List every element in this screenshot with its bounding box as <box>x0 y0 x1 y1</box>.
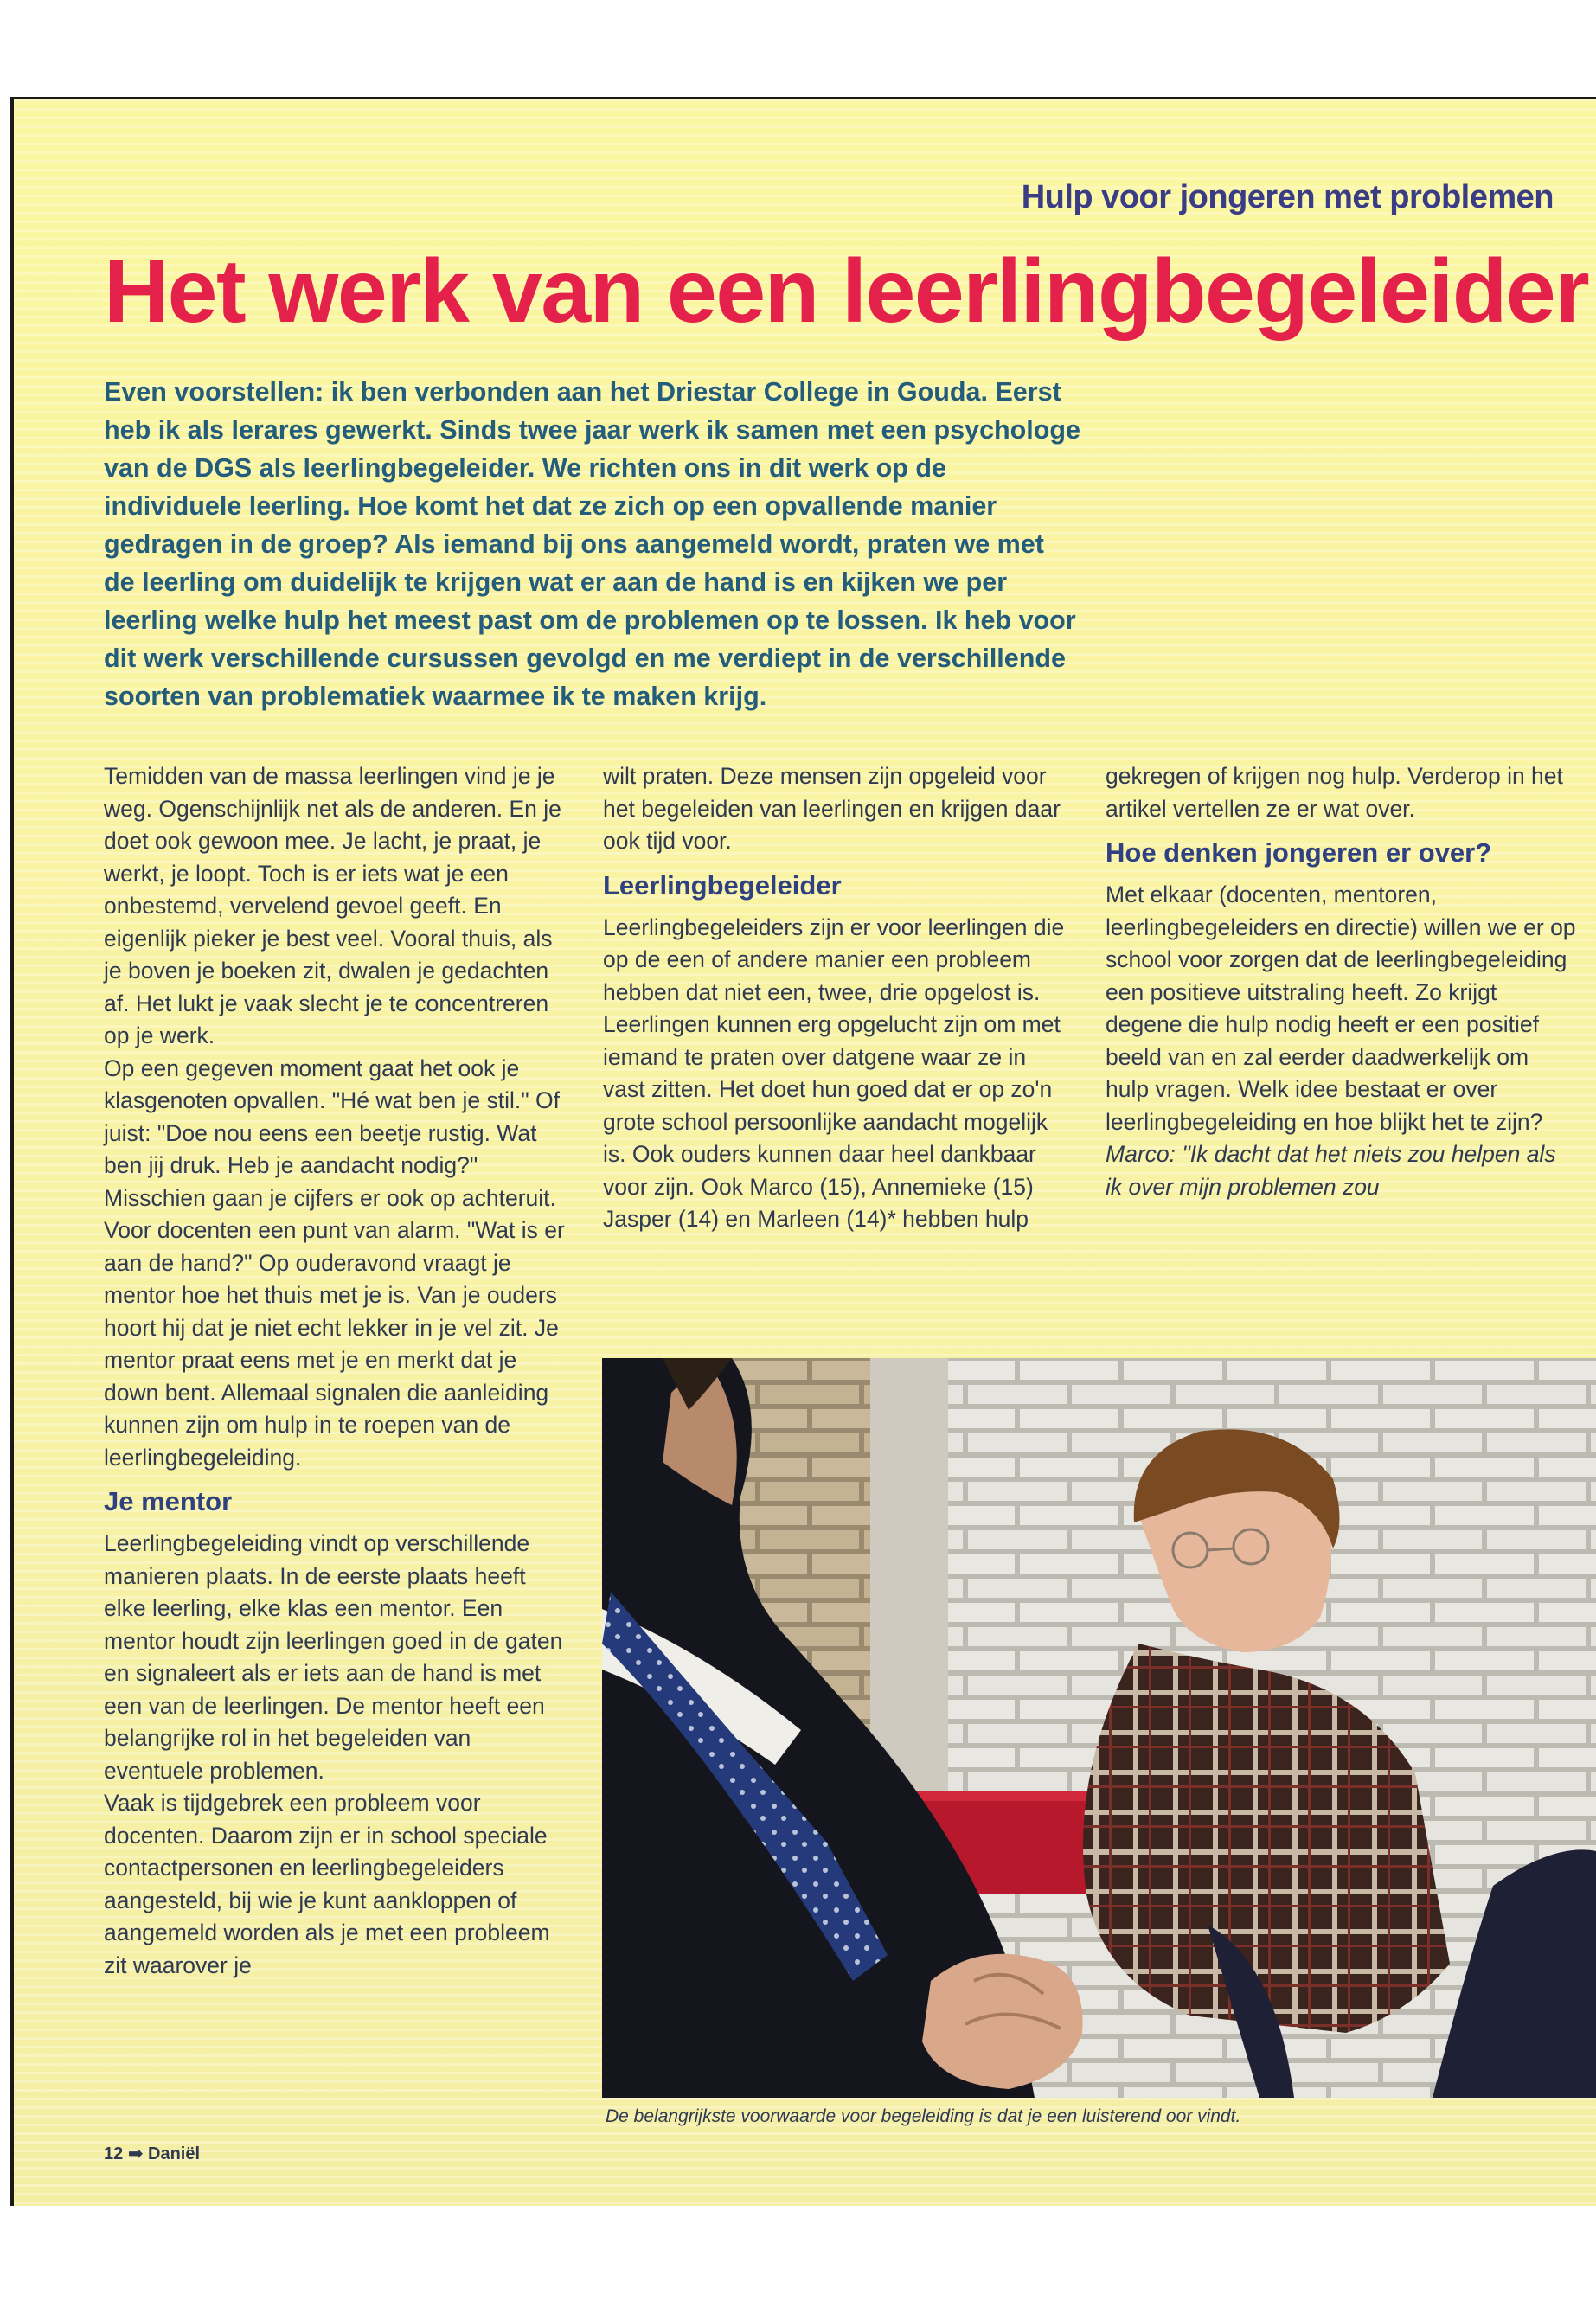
magazine-name: Daniël <box>148 2144 201 2163</box>
page-number: 12 <box>104 2144 124 2163</box>
column-2 <box>603 760 1074 1236</box>
col2-paragraph-2: Leerlingbegeleiders zijn er voor leerlingen die op de een of andere manier een probleem hebben dat niet een, twee, drie opgelost is. Leerlingen kunnen erg opgelucht zijn om met iemand te praten over datgene waar ze in vast zitten. Het doet hun goed dat er op zo'n grote school persoonlijke aandacht mogelijk is. Ook ouders kunnen daar heel dankbaar voor zijn. Ook Marco (15), Annemieke (15) Jasper (14) en Marleen (14)* hebben hulp <box>603 913 1065 1232</box>
subhead-je-mentor: Je mentor <box>104 1486 233 1516</box>
photo-illustration <box>602 1358 1596 2098</box>
column-3 <box>1106 760 1577 1203</box>
col2-paragraph-1: wilt praten. Deze mensen zijn opgeleid voor het begeleiden van leerlingen en krijgen daar ook tijd voor. <box>603 763 1061 854</box>
col1-paragraph-2: Op een gegeven moment gaat het ook je klasgenoten opvallen. "Hé wat ben je stil." Of juist: "Doe nou eens een beetje rustig. Wat ben jij druk. Heb je aandacht nodig?" Misschien gaan je cijfers er ook op achteruit. Voor docenten een punt van alarm. "Wat is er aan de hand?" Op ouderavond vraagt je mentor hoe het thuis met je is. Van je ouders hoort hij dat je niet echt lekker in je vel zit. Je mentor praat eens met je en merkt dat je down bent. Allemaal signalen die aanleiding kunnen zijn om hulp in te roepen van de leerlingbegeleiding. <box>104 1054 565 1471</box>
col1-paragraph-4: Vaak is tijdgebrek een probleem voor docenten. Daarom zijn er in school speciale contactpersonen en leerlingbegeleiders aangesteld, bij wie je kunt aankloppen of aangemeld worden als je met een probleem zit waarover je <box>104 1790 550 1978</box>
photo-caption: De belangrijkste voorwaarde voor begeleiding is dat je een luisterend oor vindt. <box>606 2106 1241 2126</box>
subhead-leerlingbegeleider: Leerlingbegeleider <box>603 869 842 901</box>
col3-quote-marco: Marco: "Ik dacht dat het niets zou helpen als ik over mijn problemen zou <box>1106 1141 1556 1200</box>
col1-paragraph-3: Leerlingbegeleiding vindt op verschillende manieren plaats. In de eerste plaats heeft elke leerling, elke klas een mentor. Een mentor houdt zijn leerlingen goed in de gaten en signaleert als er iets aan de hand is met een van de leerlingen. De mentor heeft een belangrijke rol in het begeleiden van eventuele problemen. <box>104 1530 563 1784</box>
page-footer <box>104 2143 200 2164</box>
subhead-hoe-denken-jongeren: Hoe denken jongeren er over? <box>1106 837 1492 868</box>
col1-paragraph-1: Temidden van de massa leerlingen vind je je weg. Ogenschijnlijk net als de anderen. En je doet ook gewoon mee. Je lacht, je praat, je werkt, je loopt. Toch is er iets wat je een onbestemd, vervelend gevoel geeft. En eigenlijk pieker je best veel. Vooral thuis, als je boven je boeken zit, dwalen je gedachten af. Het lukt je vaak slecht je te concentreren op je werk. <box>104 763 561 1048</box>
section-kicker: Hulp voor jongeren met problemen <box>1021 179 1554 215</box>
article-title: Het werk van een leerlingbegeleider <box>104 241 1589 342</box>
column-1 <box>104 760 567 1982</box>
intro-paragraph: Even voorstellen: ik ben verbonden aan het Driestar College in Gouda. Eerst heb ik als lerares gewerkt. Sinds twee jaar werk ik samen met een psychologe van de DGS als leerlingbegeleider. We richten ons in dit werk op de individuele leerling. Hoe komt het dat ze zich op een opvallende manier gedragen in de groep? Als iemand bij ons aangemeld wordt, praten we met de leerling om duidelijk te krijgen wat er aan de hand is en kijken we per leerling welke hulp het meest past om de problemen op te lossen. Ik heb voor dit werk verschillende cursussen gevolgd en me verdiept in de verschillende soorten van problematiek waarmee ik te maken krijg. <box>104 377 1081 711</box>
magazine-page <box>10 97 1596 2206</box>
col3-paragraph-2: Met elkaar (docenten, mentoren, leerlingbegeleiders en directie) willen we er op school voor zorgen dat de leerlingbegeleiding een positieve uitstraling heeft. Zo krijgt degene die hulp nodig heeft er een positief beeld van en zal eerder daadwerkelijk om hulp vragen. Welk idee bestaat er over leerlingbegeleiding en hoe blijkt het te zijn? <box>1106 881 1576 1135</box>
col3-paragraph-1: gekregen of krijgen nog hulp. Verderop in het artikel vertellen ze er wat over. <box>1106 763 1563 822</box>
article-photo <box>602 1358 1596 2098</box>
arrow-icon: ➡ <box>128 2144 144 2163</box>
